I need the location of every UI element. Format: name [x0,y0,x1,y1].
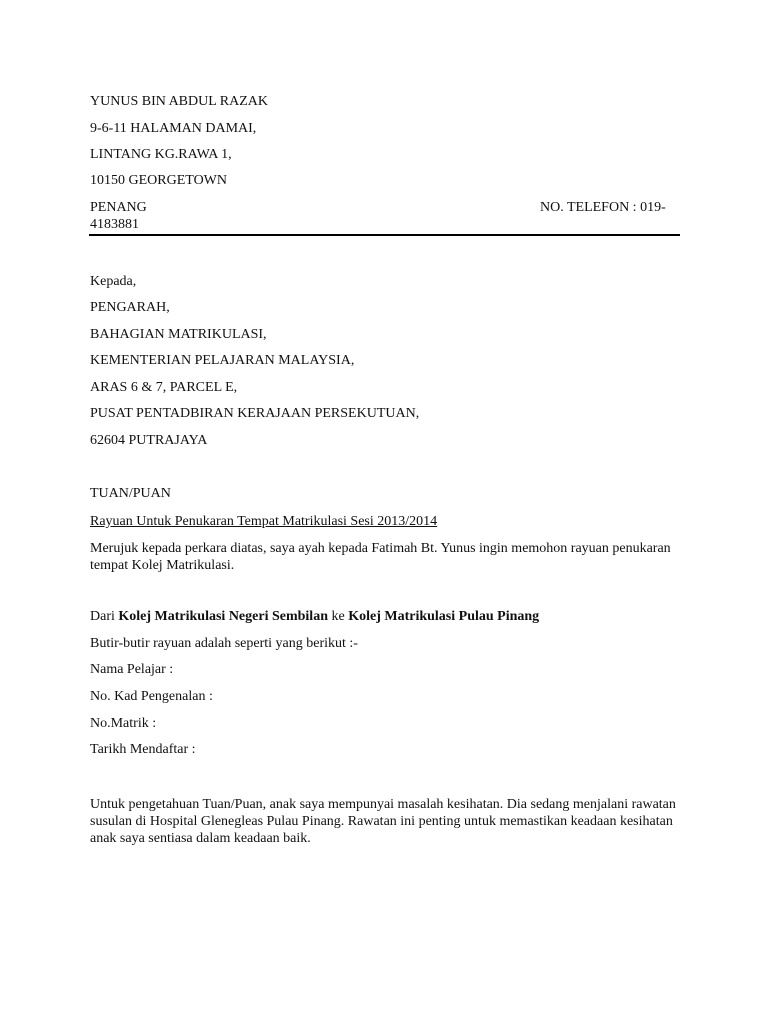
sender-address-line-2: LINTANG KG.RAWA 1, [90,147,232,162]
recipient-line-6: 62604 PUTRAJAYA [90,433,208,448]
sender-address-line-1: 9-6-11 HALAMAN DAMAI, [90,121,257,136]
recipient-to-label: Kepada, [90,274,137,289]
health-paragraph: Untuk pengetahuan Tuan/Puan, anak saya mempunyai masalah kesihatan. Dia sedang menjalani rawatan susulan di Hospital Glenegleas Pulau Pinang. Rawatan ini penting untuk memastikan keadaan kesihatan anak saya sentiasa dalam keadaan baik. [90,797,676,846]
transfer-to-college: Kolej Matrikulasi Pulau Pinang [348,609,540,624]
field-matric-number: No.Matrik : [90,716,157,731]
transfer-to-word: ke [327,609,349,624]
field-student-name: Nama Pelajar : [90,662,174,677]
sender-phone-number: 4183881 [90,217,139,232]
transfer-from-word: Dari [90,609,119,624]
recipient-line-3: KEMENTERIAN PELAJARAN MALAYSIA, [90,353,355,368]
header-divider [89,234,680,236]
sender-state: PENANG [90,200,147,215]
field-ic-number: No. Kad Pengenalan : [90,689,213,704]
sender-name: YUNUS BIN ABDUL RAZAK [90,94,268,109]
recipient-line-2: BAHAGIAN MATRIKULASI, [90,327,267,342]
recipient-line-5: PUSAT PENTADBIRAN KERAJAAN PERSEKUTUAN, [90,406,420,421]
sender-phone-label: NO. TELEFON : 019- [540,200,666,215]
transfer-from-college: Kolej Matrikulasi Negeri Sembilan [118,609,328,624]
subject-line: Rayuan Untuk Penukaran Tempat Matrikulasi Sesi 2013/2014 [90,514,438,529]
details-intro: Butir-butir rayuan adalah seperti yang berikut :- [90,636,358,651]
recipient-line-1: PENGARAH, [90,300,170,315]
transfer-line [90,608,539,625]
intro-paragraph: Merujuk kepada perkara diatas, saya ayah kepada Fatimah Bt. Yunus ingin memohon rayuan penukaran tempat Kolej Matrikulasi. [90,541,671,573]
recipient-line-4: ARAS 6 & 7, PARCEL E, [90,380,238,395]
field-registration-date: Tarikh Mendaftar : [90,742,196,757]
sender-address-line-3: 10150 GEORGETOWN [90,173,228,188]
greeting: TUAN/PUAN [90,486,171,501]
